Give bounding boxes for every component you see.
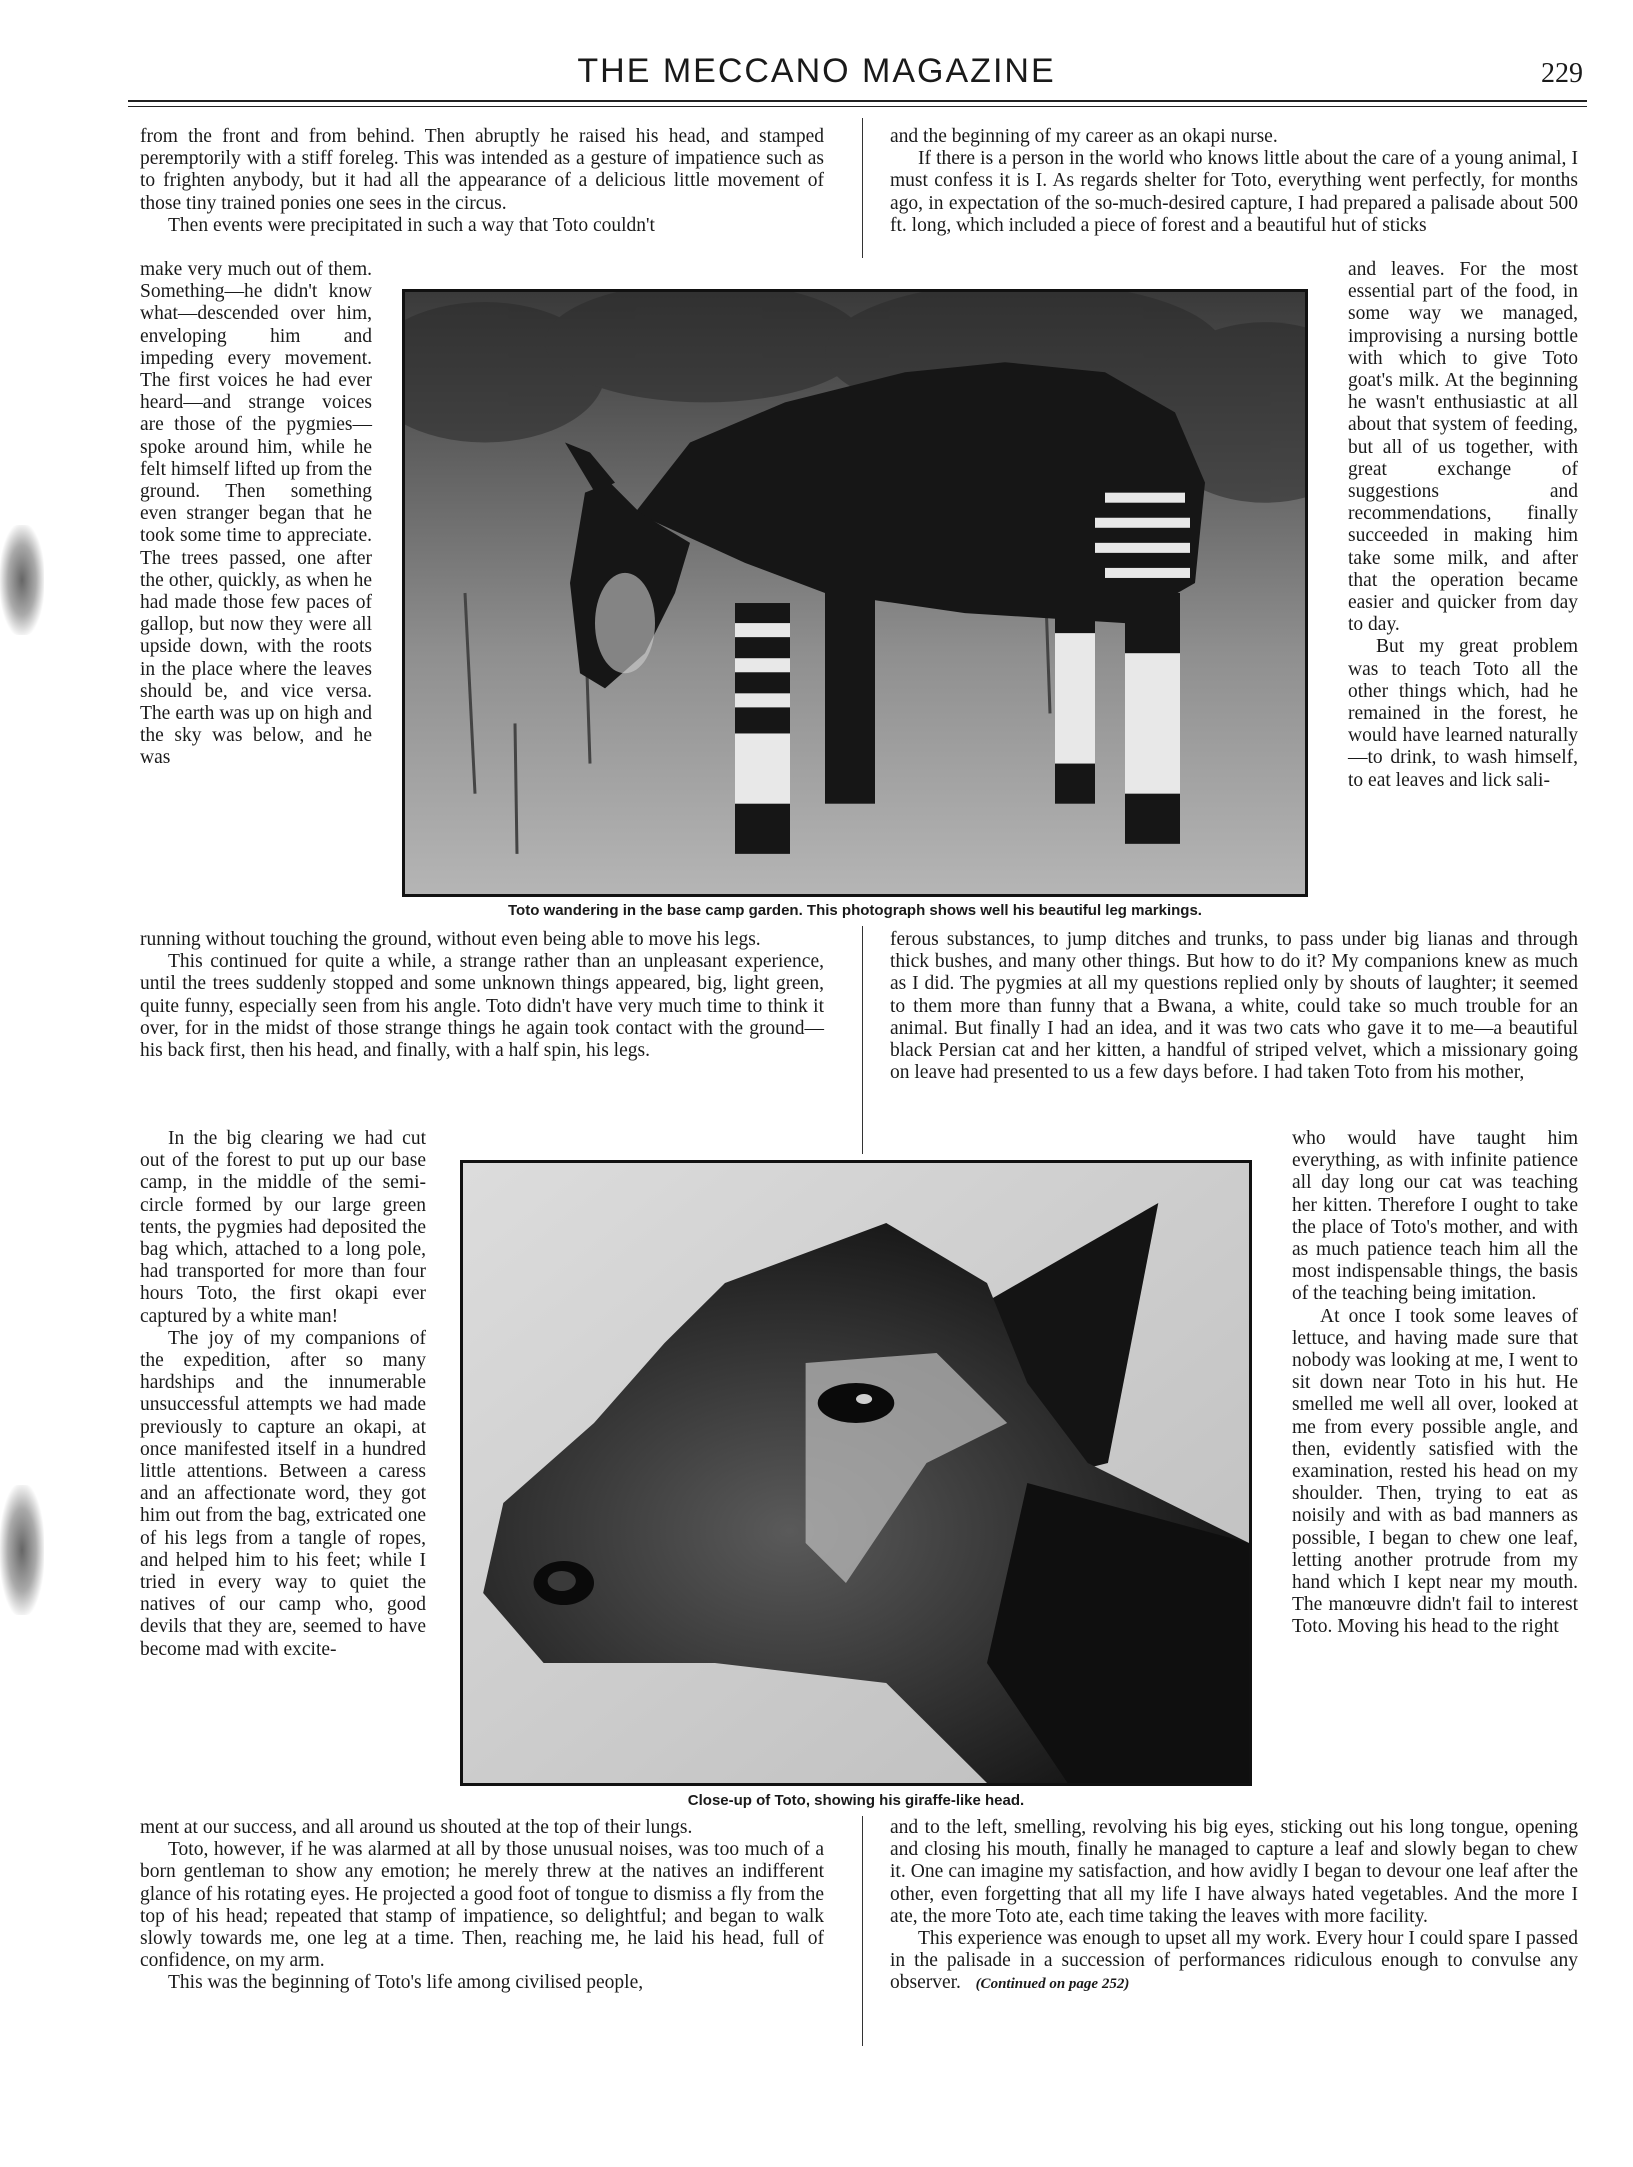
paragraph: make very much out of them. Something—he didn't know what—descended over him, enveloping him and impeding every movement. The first voices he had ever heard—and strange voices are those of the pygmies—spoke around him, while he felt himself lifted up from the ground. Then something even stranger began that he took some time to appreciate. The trees passed, one after the other, quickly, as when he had made those few paces of gallop, but now they were all upside down, with the roots in the place where the leaves should be, and vice versa. The earth was up on high and the sky was below, and he was: [140, 259, 372, 769]
paragraph: This continued for quite a while, a strange rather than an unpleasant experience, until the trees suddenly stopped and some unknown things appeared, big, light green, quite funny, especially seen from his angle. Toto didn't have very much time to think it over, for in the midst of those strange things he again took contact with the ground—his back first, then his head, and finally, with a half spin, his legs.: [140, 951, 824, 1062]
binding-hole-bottom: [0, 1485, 44, 1615]
okapi-head-image: [463, 1163, 1249, 1783]
header-rule: [128, 100, 1587, 102]
page-number: 229: [1541, 58, 1583, 89]
paragraph: But my great problem was to teach Toto all the other things which, had he remained in the forest, he would have learned naturally—to drink, to wash himself, to eat leaves and lick sali-: [1348, 636, 1578, 791]
magazine-title: THE MECCANO MAGAZINE: [577, 52, 1056, 90]
paragraph: ferous substances, to jump ditches and trunks, to pass under big lianas and through thick bushes, and many other things. But how to do it? My companions knew as much as I did. The pygmies at all my questions replied only by shouts of laughter; it seemed to them more than funny that a Bwana, a white, could take so much trouble for an animal. But finally I had an idea, and it was two cats who gave it to me—a beautiful black Persian cat and her kitten, a handful of striped velvet, which a missionary going on leave had presented to us a few days before. I had taken Toto from his mother,: [890, 929, 1578, 1084]
paragraph: who would have taught him everything, as with infinite patience all day long our cat was teaching her kitten. Therefore I ought to take the place of Toto's mother, and with as much patience teach him all the most indispensable things, the basis of the teaching being imitation.: [1292, 1128, 1578, 1305]
right-column-bottom: [890, 1817, 1578, 1996]
paragraph: Toto, however, if he was alarmed at all by those unusual noises, was too much of a born gentleman to show any emotion; he merely threw at the natives an indifferent glance of his rotating eyes. He projected a good foot of tongue to dismiss a fly from the top of his head; repeated that stamp of impatience, so delightful; and began to walk slowly towards me, one leg at a time. Then, reaching me, he laid his head, full of confidence, on my arm.: [140, 1839, 824, 1972]
paragraph: The joy of my companions of the expedition, after so many hardships and the innumerable unsuccessful attempts we had made previously to capture an okapi, at once manifested itself in a hundred little attentions. Between a caress and an affectionate word, they got him out from the bag, extricated one of his legs from a tangle of ropes, and helped him to his feet; while I tried in every way to quiet the natives of our camp who, good devils that they are, seemed to have become mad with excite-: [140, 1327, 426, 1660]
paragraph: At once I took some leaves of lettuce, and having made sure that nobody was looking at me, I went to sit down near Toto in his hut. He smelled me well all over, looked at me from every possible angle, and then, evidently satisfied with the examination, rested his head on my shoulder. Then, trying to eat as noisily and with as bad manners as possible, I began to chew one leaf, letting another protrude from my hand which I kept near my mouth. The manœuvre didn't fail to interest Toto. Moving his head to the right: [1292, 1305, 1578, 1638]
paragraph: and leaves. For the most essential part of the food, in some way we managed, improvising a nursing bottle with which to give Toto goat's milk. At the beginning he wasn't enthusiastic at all about that system of feeding, but all of us together, with great exchange of suggestions and recommendations, finally succeeded in making him take some milk, and after that the operation became easier and quicker from day to day.: [1348, 259, 1578, 636]
paragraph: ment at our success, and all around us shouted at the top of their lungs.: [140, 1817, 693, 1838]
right-column-top: [890, 126, 1578, 237]
right-column-narrow-2: [1292, 1128, 1578, 1639]
header-rule-thin: [128, 106, 1587, 107]
paragraph: In the big clearing we had cut out of the forest to put up our base camp, in the middle of the semi-circle formed by our large green tents, the pygmies had deposited the bag which, attached to a long pole, had transported for more than four hours Toto, the first okapi ever captured by a white man!: [140, 1128, 426, 1327]
paragraph: and to the left, smelling, revolving his big eyes, sticking out his long tongue, opening and closing his mouth, finally he managed to capture a leaf and slowly began to chew it. One can imagine my satisfaction, and how avidly I began to devour one leaf after the other, even forgetting that all my life I have always hated vegetables. And the more I ate, the more Toto ate, each time taking the leaves with more facility.: [890, 1817, 1578, 1927]
paragraph: Then events were precipitated in such a way that Toto couldn't: [168, 214, 655, 236]
binding-hole-top: [0, 525, 44, 635]
paragraph: from the front and from behind. Then abruptly he raised his head, and stamped peremptorily with a stiff foreleg. This was intended as a gesture of impatience such as to frighten anybody, but it had all the appearance of a delicious little movement of those tiny trained ponies one sees in the circus.: [140, 126, 824, 214]
column-divider: [862, 118, 863, 258]
paragraph-text: This experience was enough to upset all my work. Every hour I could spare I passed in the palisade in a succession of performances ridiculous enough to convulse any observer.: [890, 1928, 1578, 1994]
left-column-mid: [140, 929, 824, 1062]
photo-caption: Close-up of Toto, showing his giraffe-like head.: [687, 1792, 1025, 1809]
photo-caption: Toto wandering in the base camp garden. This photograph shows well his beautiful leg markings.: [508, 902, 1202, 919]
paragraph: This was the beginning of Toto's life among civilised people,: [168, 1972, 644, 1994]
column-divider: [862, 1816, 863, 2046]
photo-okapi-head: [460, 1160, 1252, 1786]
continued-note: (Continued on page 252): [975, 1976, 1130, 1993]
photo-okapi-walking: [402, 289, 1308, 897]
paragraph: If there is a person in the world who knows little about the care of a young animal, I must confess it is I. As regards shelter for Toto, everything went perfectly, for months ago, in expectation of the so-much-desired capture, I had prepared a palisade about 500 ft. long, which included a piece of forest and a beautiful hut of sticks: [890, 148, 1578, 236]
paragraph: [890, 1928, 1578, 1996]
okapi-walking-image: [405, 292, 1305, 894]
right-column-mid: [890, 929, 1578, 1084]
paragraph: and the beginning of my career as an okapi nurse.: [890, 126, 1278, 147]
left-column-narrow-1: [140, 259, 372, 770]
right-column-narrow-1: [1348, 259, 1578, 792]
left-column-bottom: [140, 1817, 824, 1995]
column-divider: [862, 926, 863, 1154]
left-column-top: [140, 126, 824, 237]
paragraph: running without touching the ground, without even being able to move his legs.: [140, 929, 761, 950]
left-column-narrow-2: [140, 1128, 426, 1661]
